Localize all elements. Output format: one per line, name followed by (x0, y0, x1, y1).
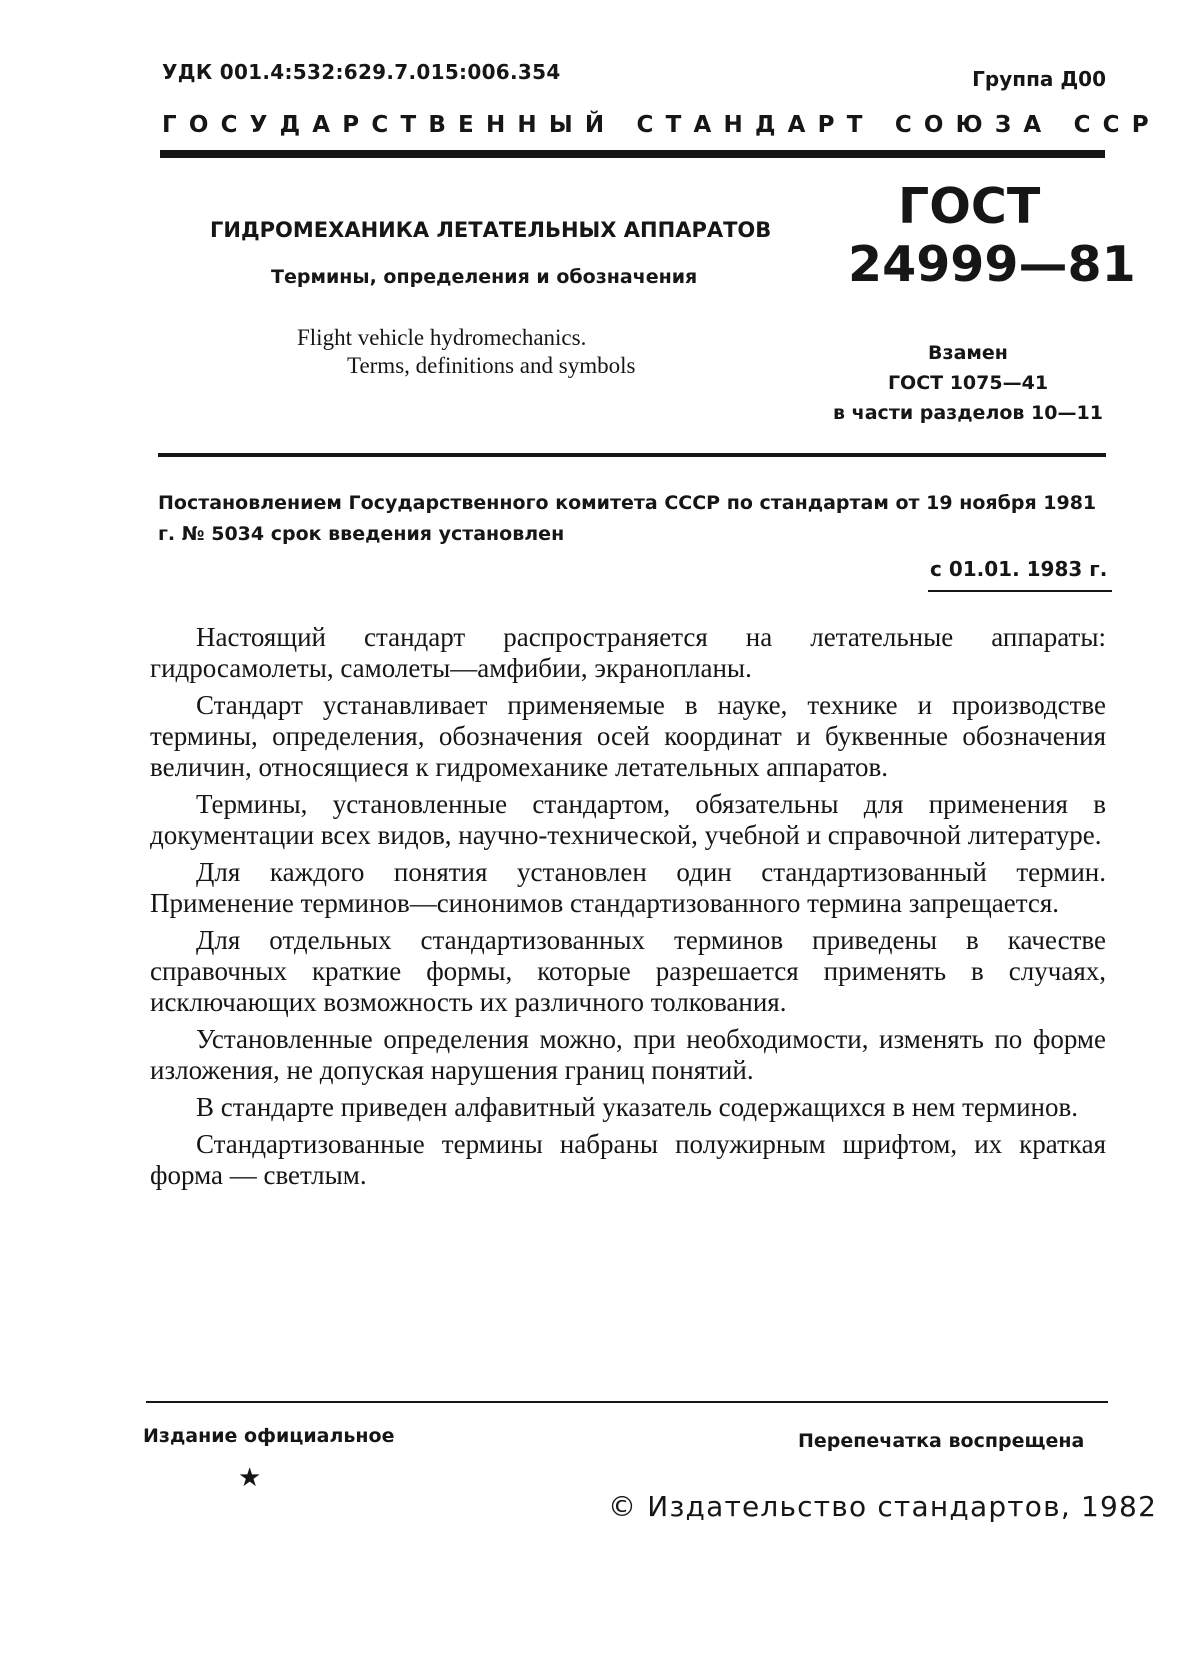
body-text (150, 622, 1106, 1197)
footer-divider (146, 1401, 1108, 1403)
english-title-line-2: Terms, definitions and symbols (347, 353, 636, 378)
paragraph: Стандарт устанавливает применяемые в науке, технике и производстве термины, определения, обозначения осей координат и буквенные обозначения величин, относящиеся к гидромеханике летательных аппаратов. (150, 690, 1106, 782)
decree-text: Постановлением Государственного комитета СССР по стандартам от 19 ноября 1981 г. № 5034 срок введения установлен (158, 492, 1097, 545)
paragraph: Установленные определения можно, при необходимости, изменять по форме изложения, не допуская нарушения границ понятий. (150, 1024, 1106, 1085)
header-divider (160, 150, 1105, 158)
reprint-prohibited: Перепечатка воспрещена (798, 1430, 1085, 1452)
star-icon: ★ (238, 1463, 262, 1493)
official-edition: Издание официальное (143, 1425, 395, 1447)
replaces-word: Взамен (928, 342, 1008, 364)
effective-date-underline (928, 590, 1112, 592)
title-divider (158, 453, 1106, 457)
document-title: ГИДРОМЕХАНИКА ЛЕТАТЕЛЬНЫХ АППАРАТОВ (210, 218, 772, 242)
replaced-sections: в части разделов 10—11 (833, 402, 1103, 424)
paragraph: В стандарте приведен алфавитный указатель содержащихся в нем терминов. (196, 1092, 1078, 1122)
effective-date: с 01.01. 1983 г. (930, 557, 1108, 581)
paragraph: Термины, установленные стандартом, обязательны для применения в документации всех видов, научно-технической, учебной и справочной литературе. (150, 789, 1106, 850)
english-title-line-1: Flight vehicle hydromechanics. (297, 325, 587, 350)
group-code: Группа Д00 (972, 67, 1106, 91)
document-subtitle: Термины, определения и обозначения (271, 266, 698, 288)
paragraph: Для отдельных стандартизованных терминов приведены в качестве справочных краткие формы, которые разрешается применять в случаях, исключающих возможность их различного толкования. (150, 925, 1106, 1017)
english-title (297, 324, 635, 380)
copyright: © Издательство стандартов, 1982 (608, 1490, 1158, 1523)
state-standard-heading: ГОСУДАРСТВЕННЫЙ СТАНДАРТ СОЮЗА ССР (162, 112, 1161, 138)
paragraph: Для каждого понятия установлен один стандартизованный термин. Применение терминов—синонимов стандартизованного термина запрещается. (150, 857, 1106, 918)
gost-number: 24999—81 (848, 236, 1136, 293)
paragraph: Настоящий стандарт распространяется на летательные аппараты: гидросамолеты, самолеты—амфибии, экранопланы. (150, 622, 1106, 683)
udk-code: УДК 001.4:532:629.7.015:006.354 (162, 60, 561, 84)
replaces-block (818, 338, 1118, 428)
gost-label: ГОСТ (898, 178, 1041, 235)
replaced-standard: ГОСТ 1075—41 (887, 372, 1049, 394)
paragraph: Стандартизованные термины набраны полужирным шрифтом, их краткая форма — светлым. (150, 1129, 1106, 1190)
